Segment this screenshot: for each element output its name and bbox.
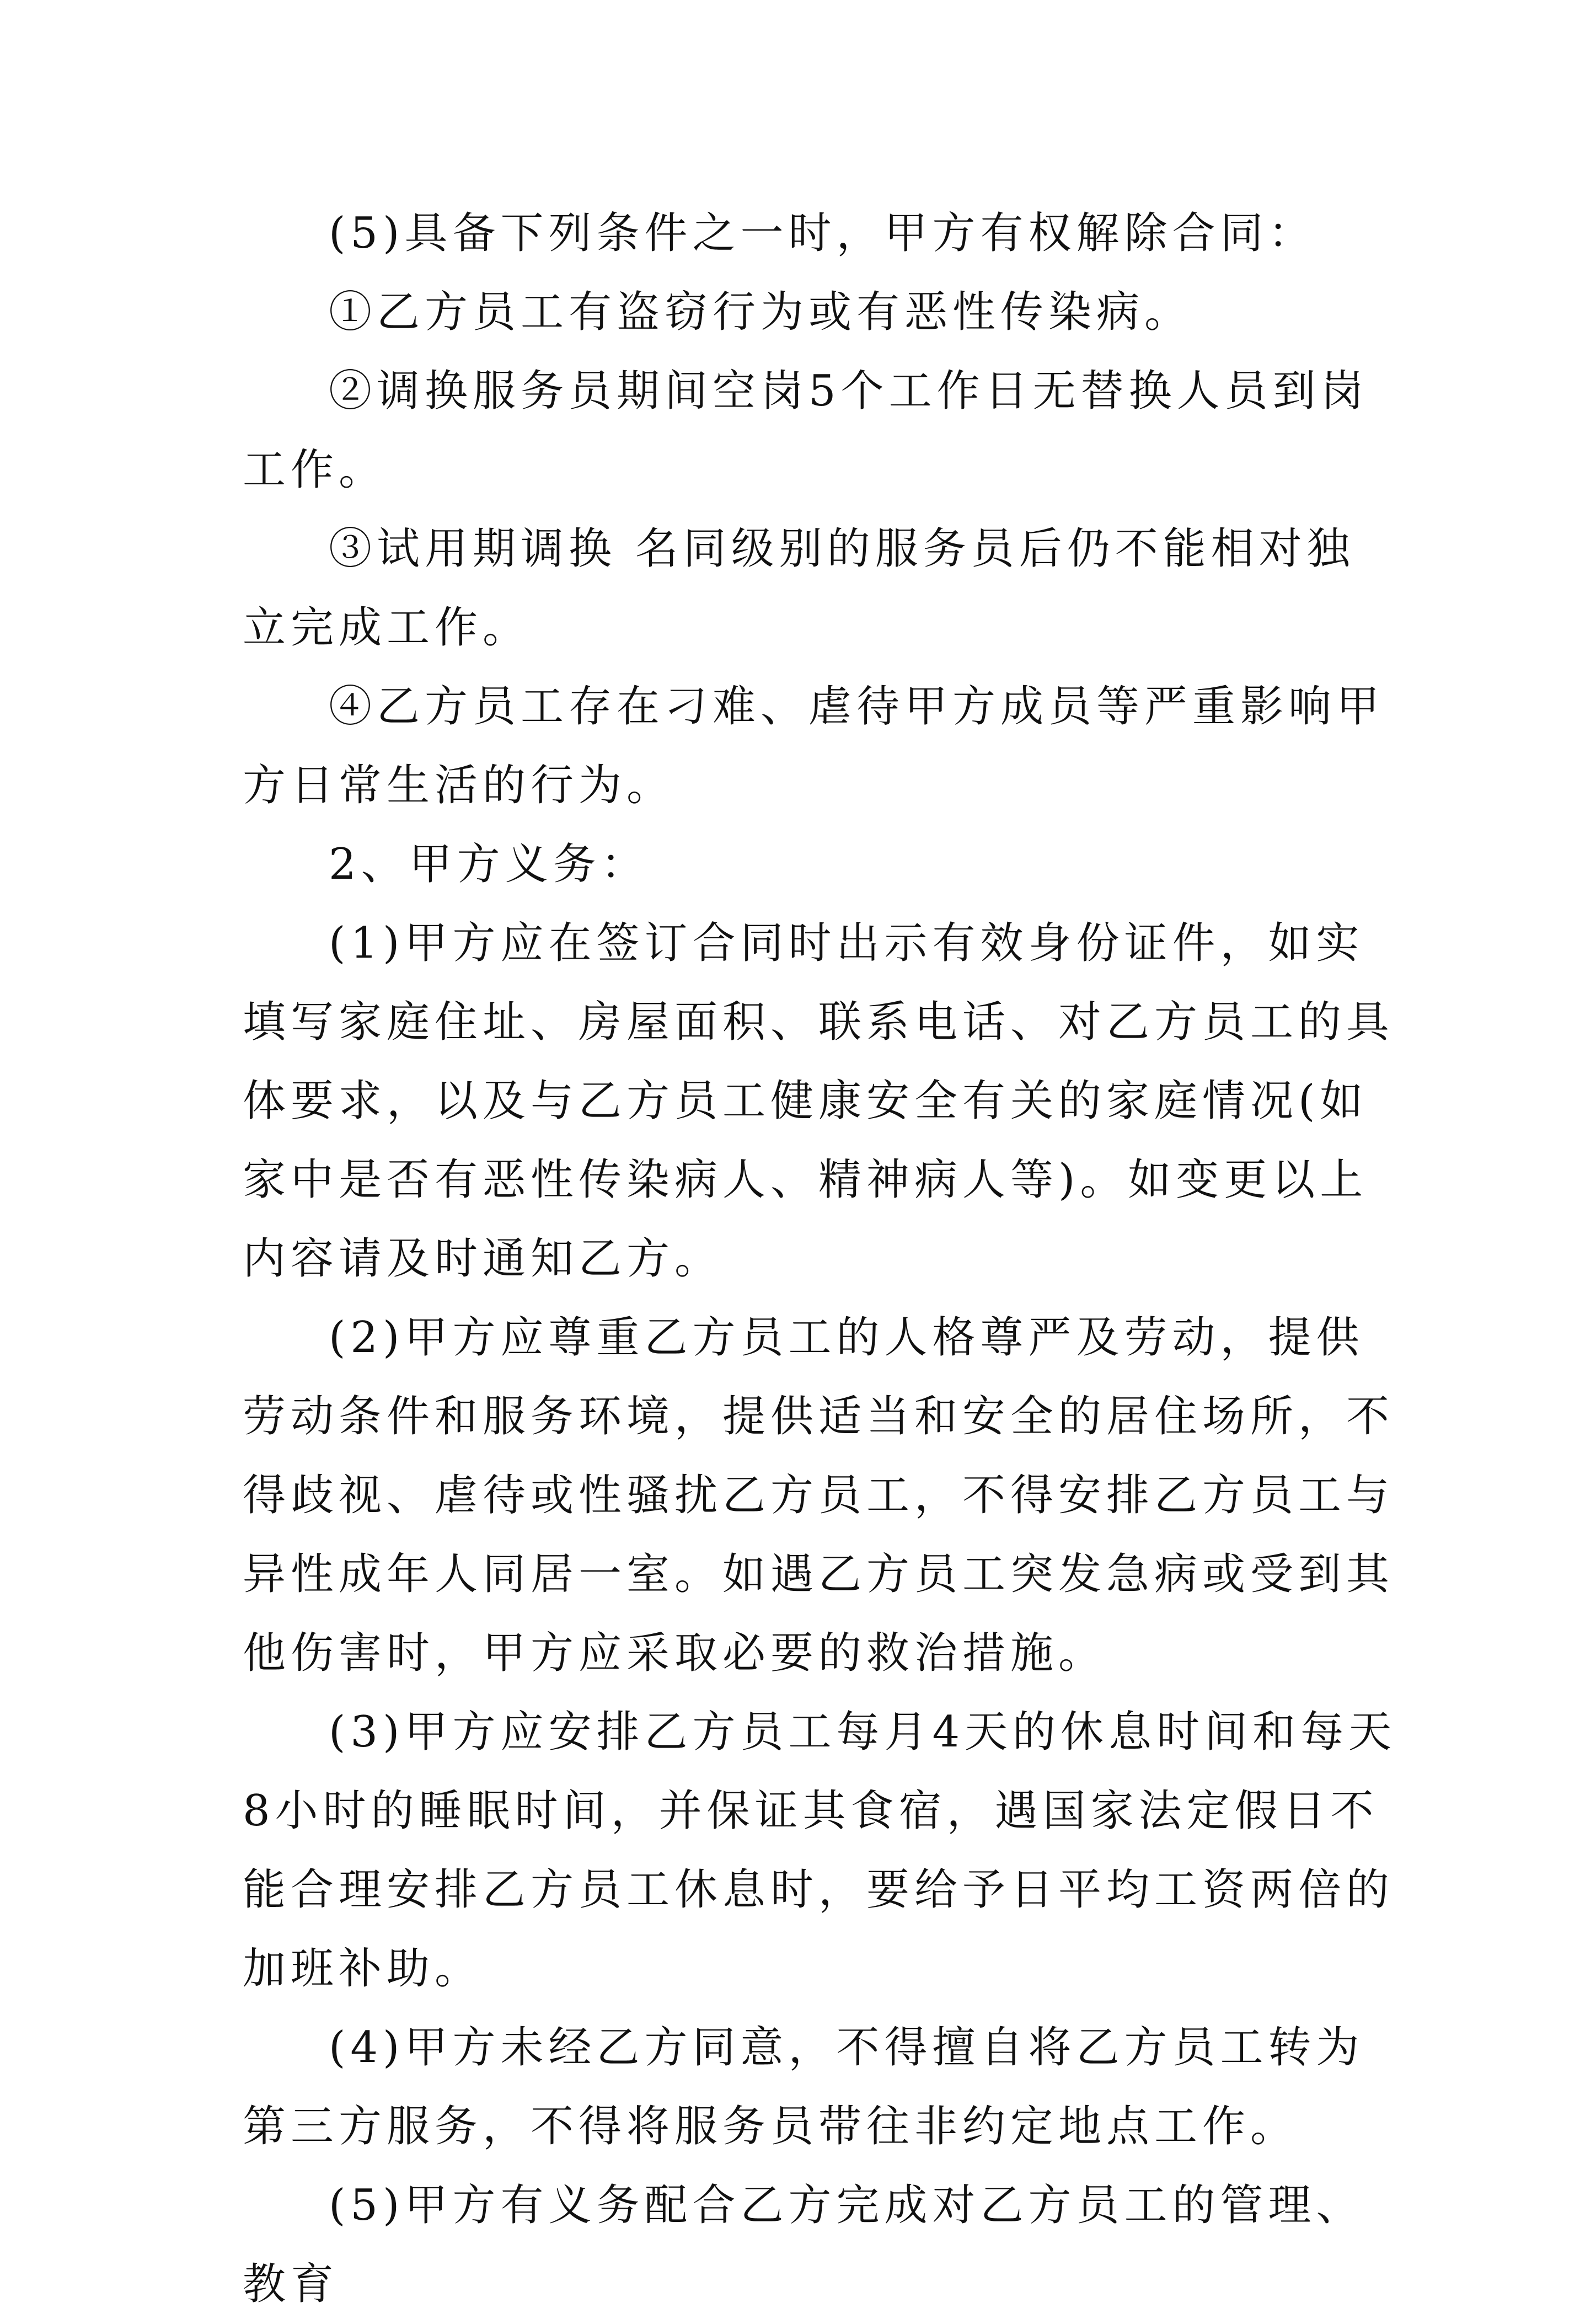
document-body: [243, 194, 1401, 2324]
paragraph-obligation-5: (5)甲方有义务配合乙方完成对乙方员工的管理、教育: [243, 2181, 1364, 2309]
paragraph-condition-1: ①乙方员工有盗窃行为或有恶性传染病。: [329, 287, 1193, 337]
section-heading-party-a-obligations: 2、甲方义务：: [329, 840, 649, 889]
paragraph-obligation-4: (4)甲方未经乙方同意，不得擅自将乙方员工转为第三方服务，不得将服务员带往非约定地点工作。: [243, 2023, 1364, 2151]
paragraph-condition-2: ②调换服务员期间空岗5个工作日无替换人员到岗工作。: [243, 366, 1369, 495]
paragraph-obligation-2: (2)甲方应尊重乙方员工的人格尊严及劳动，提供劳动条件和服务环境，提供适当和安全的居住场所，不得歧视、虐待或性骚扰乙方员工，不得安排乙方员工与异性成年人同居一室。如遇乙方员工突发急病或受到其他伤害时，甲方应采取必要的救治措施。: [243, 1313, 1395, 1678]
paragraph-termination-conditions: (5)具备下列条件之一时，甲方有权解除合同：: [329, 209, 1316, 258]
paragraph-condition-4: ④乙方员工存在刁难、虐待甲方成员等严重影响甲方日常生活的行为。: [243, 682, 1385, 810]
paragraph-obligation-1: (1)甲方应在签订合同时出示有效身份证件，如实填写家庭住址、房屋面积、联系电话、对乙方员工的具体要求，以及与乙方员工健康安全有关的家庭情况(如家中是否有恶性传染病人、精神病人等)。如变更以上内容请及时通知乙方。: [243, 918, 1395, 1284]
paragraph-obligation-3: (3)甲方应安排乙方员工每月4天的休息时间和每天8小时的睡眠时间，并保证其食宿，遇国家法定假日不能合理安排乙方员工休息时，要给予日平均工资两倍的加班补助。: [243, 1707, 1397, 1994]
paragraph-condition-3: ③试用期调换 名同级别的服务员后仍不能相对独立完成工作。: [243, 524, 1355, 653]
